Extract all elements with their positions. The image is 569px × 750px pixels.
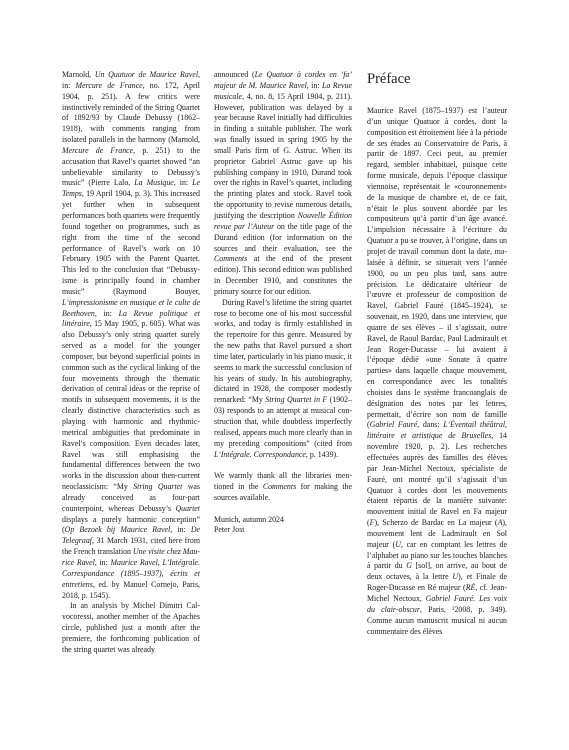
text-column-3 — [367, 70, 507, 637]
paragraph: Maurice Ravel (1875–1937) est l’auteur d’un unique Quatuor à cordes, dont la composition est étroitement liée à la période de ses études au Conservatoire de Paris, à partir de 1897. Ceci peut, au premier regard, sembler inhabituel, puisque cette forme musicale, depuis l’époque classique viennoise, représentait le «couronnement» de la musique de chambre et, de ce fait, n’était le plus souvent abordée par les compositeurs qu’à partir d’un âge avancé. L’impulsion nécessaire à l’écriture du Quatuor a pu se trouver, à l’origine, dans un projet de travail commun dont la date, malaisée à définir, se situerait vers l’année 1900, ou un peu plus tard, sans autre précision. Le dédicataire ultérieur de l’œuvre et professeur de composition de Ravel, Gabriel Fauré (1845–1924), se souvenait, en 1920, dans une interview, que quatre de ses élèves – il s’agissait, outre Ravel, de Raoul Bardac, Paul Ladmirault et Jean Roger-Ducasse – lui avaient à l’époque dédié «une Sonate à quatre parties» dans laquelle chaque mouvement, en correspondance avec les tonalités choisies dans le système francoanglais de désignation des notes par les lettres, permettait, d’écrire son nom de famille (Gabriel Fauré, dans: L’Éventail théâtral, littéraire et artistique de Bruxelles, 14 novembre 1920, p. 2). Les recherches effectuées auprès des familles des élèves par Jean-Michel Nectoux, spécialiste de Fauré, ont montré qu’il s’agissait d’un Quatuor à cordes dont les mouvements étaient répartis de la manière suivante: mouvement initial de Ravel en Fa majeur (F), Scherzo de Bardac en La majeur (A), mouvement lent de Ladmirault en Sol majeur (U, car en comptant les lettres de l’alphabet au piano sur les touches blanches à partir du G [sol], on arrive, au bout de deux octaves, à la lettre U), et Finale de Roger-Ducasse en Ré majeur (RÉ, cf. Jean-Michel Nectoux, Gabriel Fauré. Les voix du clair-obscur, Paris, ²2008, p. 349). Comme aucun manuscrit musical ni aucun commentaire des élèves — [367, 106, 507, 636]
paragraph: In an analysis by Michel Dimitri Calvocoressi, another member of the Apaches circle, published just a month after the premiere, the forthcoming publication of the string quartet was already — [62, 601, 200, 654]
text-column-2 — [214, 70, 352, 536]
paragraph: announced (Le Quatuor à cordes en ‘fa’ majeur de M. Maurice Ravel, in: La Revue musicale, 4, no. 8, 15 April 1904, p. 211). However, publication was delayed by a year because Ravel initially had difficulties in finding a suitable publisher. The work was finally issued in spring 1905 by the small Paris firm of G. Astruc. When its proprietor Gabriel Astruc gave up his publishing company in 1910, Durand took over the rights in Ravel’s quartet, including the printing plates and stock. Ravel took the opportunity to revise numerous details, justifying the description Nouvelle Édition revue par l’Auteur on the title page of the Durand edition (for information on the sources and their evaluation, see the Comments at the end of the present edition). This second edition was published in December 1910, and constitutes the primary source for our edition. — [214, 70, 353, 296]
paragraph: Marnold, Un Quatuor de Maurice Ravel, in: Mercure de France, no. 172, April 1904, p. 251). A few critics were instinctively reminded of the String Quartet of 1892/93 by Claude Debussy (1862–1918), with comments ranging from isolated parallels in the harmony (Marnold, Mercure de France, p. 251) to the accusation that Ravel’s quartet showed “an unbelievable similarity to Debussy’s music” (Pierre Lalo, La Musique, in: Le Temps, 19 April 1904, p. 3). This increased yet further when in subsequent performances both quartets were frequently found together on programmes, such as right from the time of the second performance of Ravel’s work on 10 February 1905 with the Parent Quartet. This led to the conclusion that “Debussy-isme is principally found in chamber music” (Raymond Bouyer, L’impressionisme en musique et le culte de Beethoven, in: La Revue politique et littéraire, 15 May 1905, p. 605). What was also Debussy’s only string quartet surely served as a model for the younger composer, but beyond superficial points in common such as the cyclical linking of the four movements through the thematic derivation of central ideas or the reprise of motifs in subsequent movements, it is the clearly distinctive characteristics such as playing with harmonic and rhythmic-metrical ambiguities that predominate in Ravel’s composition. Even decades later, Ravel was still emphasising the fundamental differences between the two works in the discussion about then-current neoclassicism: “My String Quartet was already conceived as four-part counterpoint, whereas Debussy’s Quartet displays a purely harmonic conception” (Op Bezoek bij Maurice Ravel, in: De Telegraaf, 31 March 1931, cited here from the French translation Une visite chez Maurice Ravel, in: Maurice Ravel, L’Intégrale. Correspondance (1895–1937), écrits et entretiens, ed. by Manuel Cornejo, Paris, 2018, p. 1545). — [62, 70, 201, 600]
section-heading: Préface — [367, 71, 411, 87]
author-name: Peter Jost — [214, 525, 245, 535]
paragraph: We warmly thank all the libraries mentioned in the Comments for making the sources available. — [214, 471, 352, 502]
place-date: Munich, autumn 2024 — [214, 514, 284, 524]
text-column-1 — [62, 70, 200, 656]
signature-block — [214, 515, 352, 537]
paragraph: During Ravel’s lifetime the string quartet rose to become one of his most successful works, and today is firmly established in the repertoire for this genre. Measured by the new paths that Ravel pursued a short time later, particularly in his piano music, it seems to mark the successful conclusion of his years of study. In his autobiography, dictated in 1928, the composer modestly remarked: “My String Quartet in F (1902–03) responds to an attempt at musical construction that, while doubtless imperfectly realised, appears much more clearly than in my preceding compositions” (cited from L’Intégrale. Correspondance, p. 1439). — [214, 297, 353, 459]
